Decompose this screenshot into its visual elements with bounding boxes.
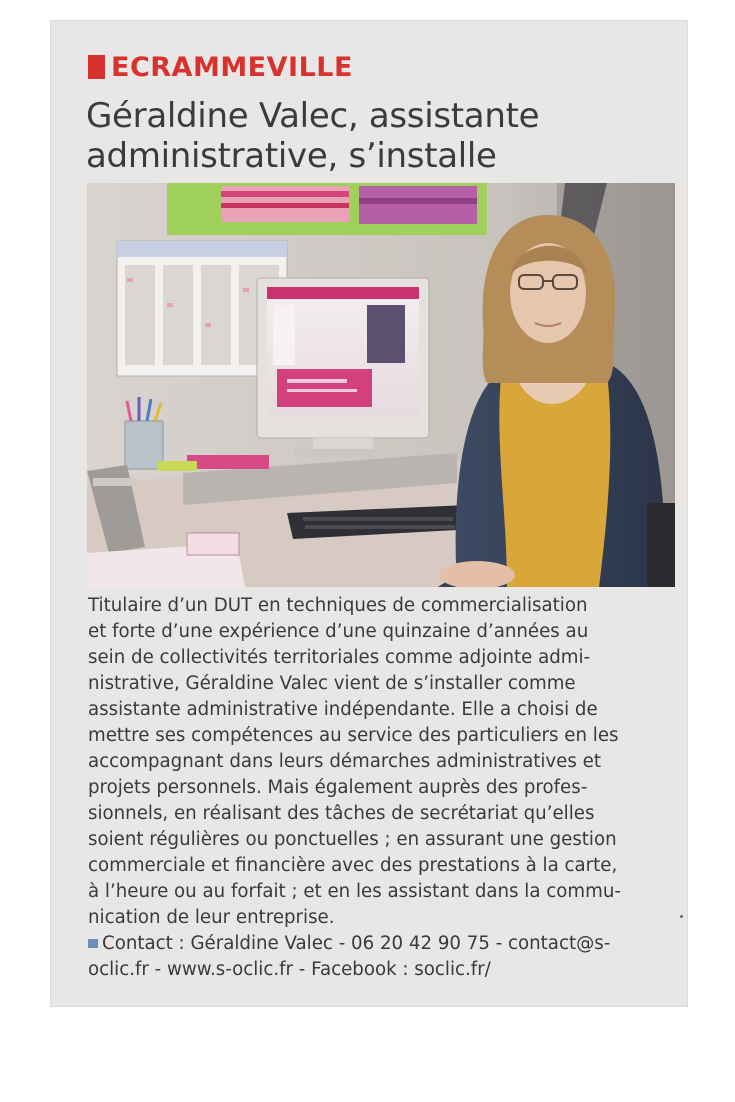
kicker-label: ECRAMMEVILLE [111, 51, 353, 83]
woman-at-office-desk-photo [87, 183, 675, 587]
body-line: nistrative, Géraldine Valec vient de s’installer comme [88, 673, 576, 694]
body-line: commerciale et financière avec des prestations à la carte, [88, 855, 618, 876]
article-photo [87, 183, 675, 587]
body-line: assistante administrative indépendante. Elle a choisi de [88, 699, 598, 720]
body-line: accompagnant dans leurs démarches administratives et [88, 751, 601, 772]
body-line: à l’heure ou au forfait ; et en les assistant dans la commu- [88, 881, 621, 902]
body-line: soient régulières ou ponctuelles ; en assurant une gestion [88, 829, 617, 850]
kicker-square-icon [88, 55, 105, 79]
section-kicker [88, 50, 353, 84]
headline-line-2: administrative, s’installe [86, 136, 497, 176]
body-line: sionnels, en réalisant des tâches de secrétariat qu’elles [88, 803, 595, 824]
body-line: mettre ses compétences au service des particuliers en les [88, 725, 619, 746]
body-line: Titulaire d’un DUT en techniques de commercialisation [88, 595, 588, 616]
contact-line: oclic.fr - www.s-oclic.fr - Facebook : soclic.fr/ [88, 959, 491, 980]
body-line: sein de collectivités territoriales comme adjointe admi- [88, 647, 591, 668]
body-line: projets personnels. Mais également auprès des profes- [88, 777, 588, 798]
contact-bullet-icon [88, 939, 98, 948]
body-line: et forte d’une expérience d’une quinzaine d’années au [88, 621, 589, 642]
contact-line-1-text: Contact : Géraldine Valec - 06 20 42 90 75 - contact@s- [102, 933, 611, 954]
article-headline [86, 96, 666, 176]
print-speck [680, 915, 683, 918]
article-body [88, 593, 678, 931]
contact-line [88, 931, 678, 957]
body-line: nication de leur entreprise. [88, 907, 335, 928]
newspaper-clipping [50, 20, 688, 1007]
contact-info [88, 931, 678, 983]
headline-line-1: Géraldine Valec, assistante [86, 96, 540, 136]
